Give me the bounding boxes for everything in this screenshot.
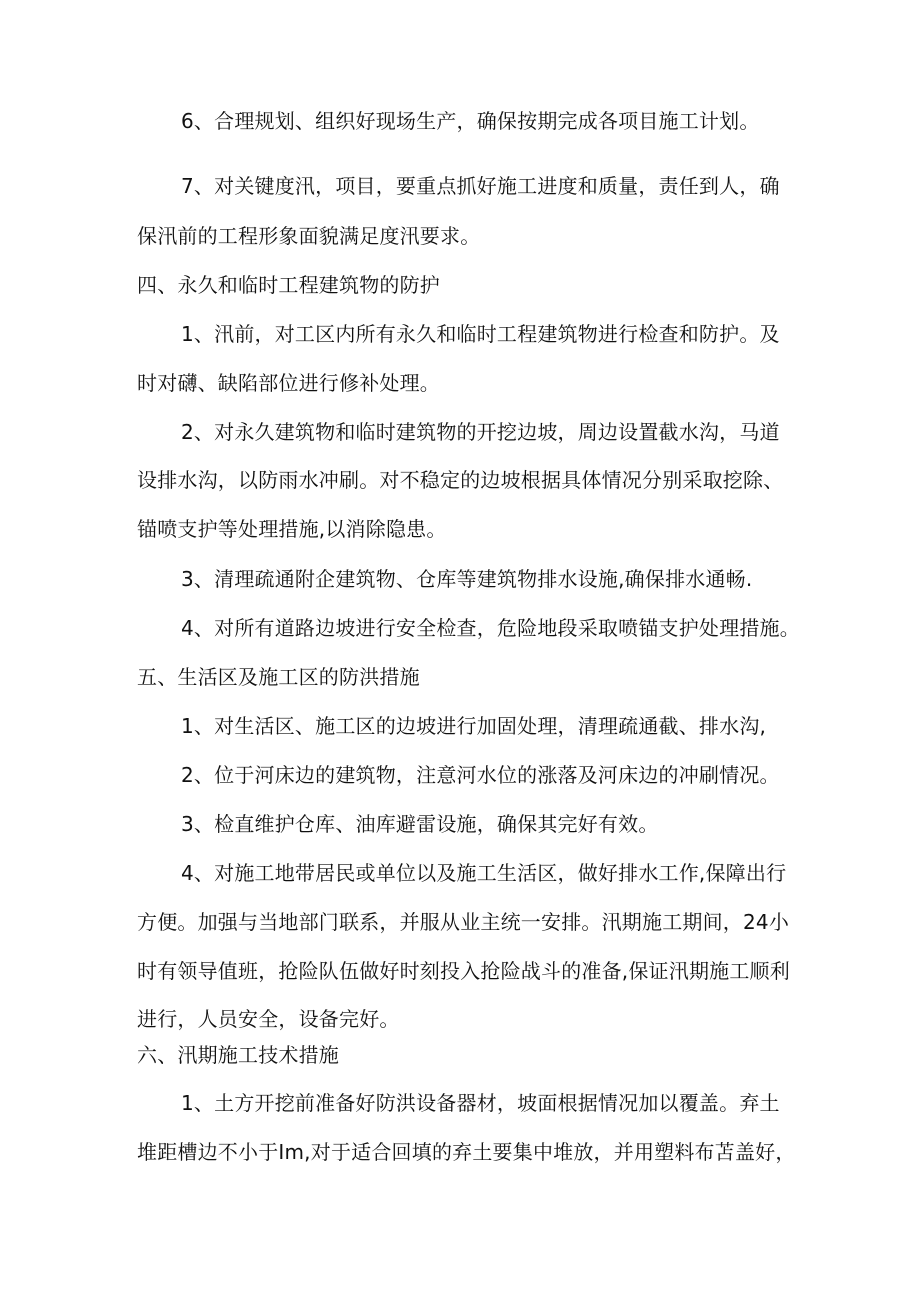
paragraph-line: 锚喷支护等处理措施,以消除隐患。	[137, 517, 447, 541]
section-heading: 六、汛期施工技术措施	[137, 1043, 339, 1067]
paragraph-line: 1、对生活区、施工区的边坡进行加固处理，清理疏通截、排水沟,	[181, 714, 767, 738]
paragraph-line: 保汛前的工程形象面貌满足度汛要求。	[137, 224, 481, 248]
paragraph-line: 1、土方开挖前准备好防洪设备器材，坡面根据情况加以覆盖。弃土	[181, 1091, 780, 1115]
paragraph-line: 7、对关键度汛，项目，要重点抓好施工进度和质量，责任到人，确	[181, 174, 780, 198]
paragraph-line: 时对礴、缺陷部位进行修补处理。	[137, 371, 440, 395]
paragraph-line: 方便。加强与当地部门联系，并服从业主统一安排。汛期施工期间，24小	[137, 910, 790, 934]
paragraph-line: 时有领导值班，抢险队伍做好时刻投入抢险战斗的准备,保证汛期施工顺利	[137, 959, 790, 983]
paragraph-line: 1、汛前，对工区内所有永久和临时工程建筑物进行检查和防护。及	[181, 322, 780, 346]
paragraph-line: 2、位于河床边的建筑物，注意河水位的涨落及河床边的冲刷情况。	[181, 763, 780, 787]
paragraph-line: 2、对永久建筑物和临时建筑物的开挖边坡，周边设置截水沟，马道	[181, 420, 780, 444]
section-heading: 四、永久和临时工程建筑物的防护	[137, 273, 440, 297]
paragraph-line: 4、对所有道路边坡进行安全检查，危险地段采取喷锚支护处理措施。	[181, 616, 800, 640]
paragraph-line: 3、清理疏通附企建筑物、仓库等建筑物排水设施,确保排水通畅.	[181, 567, 753, 591]
paragraph-line: 设排水沟，以防雨水冲刷。对不稳定的边坡根据具体情况分别采取挖除、	[137, 468, 784, 492]
paragraph-line: 3、检直维护仓库、油库避雷设施，确保其完好有效。	[181, 812, 659, 836]
section-heading: 五、生活区及施工区的防洪措施	[137, 665, 420, 689]
paragraph-line: 进行，人员安全，设备完好。	[137, 1007, 400, 1031]
paragraph-line: 堆距槽边不小于Im,对于适合回填的弃土要集中堆放，并用塑料布苫盖好，	[137, 1140, 796, 1164]
paragraph-line: 4、对施工地带居民或单位以及施工生活区，做好排水工作,保障出行	[181, 861, 787, 885]
paragraph-line: 6、合理规划、组织好现场生产，确保按期完成各项目施工计划。	[181, 109, 760, 133]
